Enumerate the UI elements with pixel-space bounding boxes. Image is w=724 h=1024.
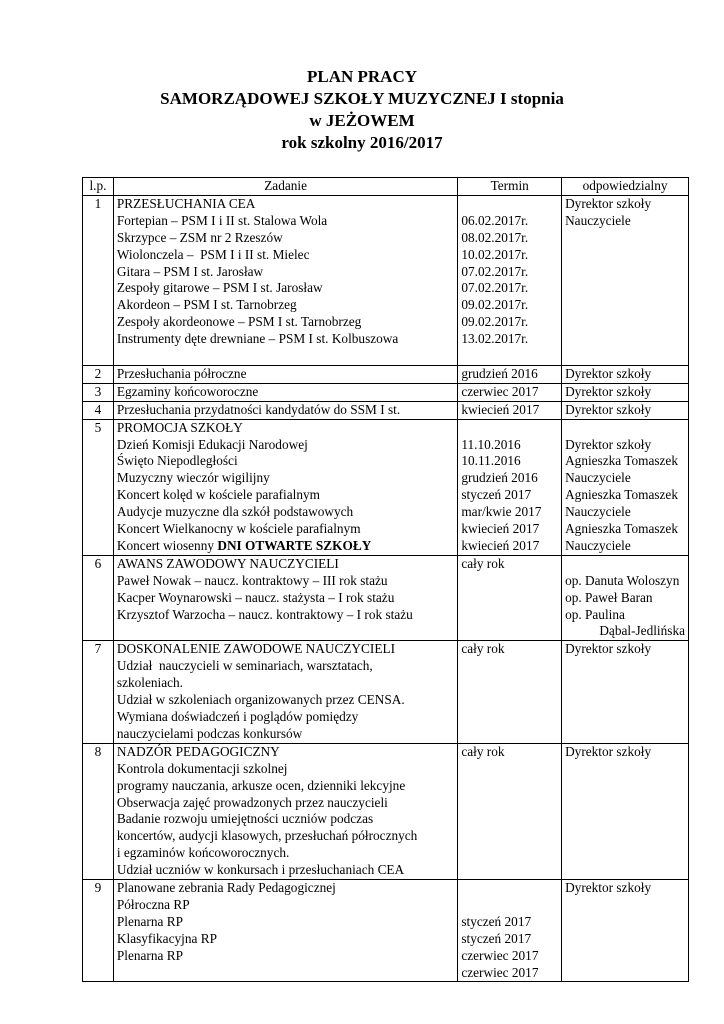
responsible-cell-line: [565, 420, 685, 437]
task-cell-line: PROMOCJA SZKOŁY: [116, 419, 243, 435]
task-cell: [113, 743, 457, 879]
task-cell-line: NADZÓR PEDAGOGICZNY: [116, 743, 280, 759]
task-cell-line: koncertów, audycji klasowych, przesłuchań półrocznych: [116, 828, 418, 844]
task-cell-line: DOSKONALENIE ZAWODOWE NAUCZYCIELI: [116, 641, 396, 657]
table-row: [83, 880, 689, 982]
task-cell-line: Plenarna RP: [116, 947, 183, 963]
task-cell-line: Udział w szkoleniach organizowanych przez CENSA.: [116, 692, 405, 708]
task-cell-line: Zespoły akordeonowe – PSM I st. Tarnobrzeg: [116, 314, 362, 330]
work-plan-table: [82, 177, 689, 982]
row-number: 9: [83, 880, 114, 982]
title-line-1: PLAN PRACY: [306, 67, 418, 86]
task-cell-line: Plenarna RP: [116, 913, 183, 929]
responsible-cell: [562, 195, 689, 365]
term-cell-line: 09.02.2017r.: [461, 314, 529, 330]
header-term: Termin: [458, 178, 562, 196]
row-number: 8: [83, 743, 114, 879]
title-line-2: SAMORZĄDOWEJ SZKOŁY MUZYCZNEJ I stopnia: [160, 89, 564, 108]
term-cell-line: cały rok: [461, 555, 505, 571]
term-cell-line: czerwiec 2017: [461, 964, 539, 980]
term-cell: [458, 743, 562, 879]
term-cell: [458, 419, 562, 555]
term-cell-line: mar/kwie 2017: [461, 504, 542, 520]
responsible-cell-line: [565, 556, 685, 573]
task-cell-line: Paweł Nowak – naucz. kontraktowy – III rok stażu: [116, 572, 388, 588]
table-row: [83, 743, 689, 879]
responsible-cell-line: op. Paulina: [565, 606, 625, 622]
task-cell-line: PRZESŁUCHANIA CEA: [116, 195, 256, 211]
responsible-cell-line: Agnieszka Tomaszek: [565, 521, 678, 537]
task-cell-line: Zespoły gitarowe – PSM I st. Jarosław: [116, 280, 323, 296]
term-cell-line: grudzień 2016: [461, 365, 538, 381]
responsible-cell-line: Agnieszka Tomaszek: [565, 453, 678, 469]
term-cell-line: cały rok: [461, 743, 505, 759]
table-row: [83, 365, 689, 383]
responsible-cell-line: Agnieszka Tomaszek: [565, 487, 678, 503]
task-cell-line: Fortepian – PSM I i II st. Stalowa Wola: [116, 212, 328, 228]
term-cell: [458, 641, 562, 743]
task-cell: [113, 641, 457, 743]
task-cell-line: i egzaminów końcoworocznych.: [116, 845, 290, 861]
term-cell-line: [461, 196, 558, 213]
responsible-cell: [562, 419, 689, 555]
responsible-cell: [562, 743, 689, 879]
term-cell-line: styczeń 2017: [461, 930, 532, 946]
term-cell-line: cały rok: [461, 641, 505, 657]
responsible-cell-line: op. Danuta Woloszyn: [565, 572, 680, 588]
table-row: [83, 401, 689, 419]
title-line-3: w JEŻOWEM: [309, 111, 415, 130]
document-title: [0, 66, 724, 154]
term-cell-line: grudzień 2016: [461, 470, 538, 486]
responsible-cell: [562, 365, 689, 383]
responsible-cell-line: Dyrektor szkoły: [565, 195, 652, 211]
task-cell-line: Przesłuchania półroczne: [116, 365, 247, 381]
task-cell-line: Udział uczniów w konkursach i przesłuchaniach CEA: [116, 862, 405, 878]
responsible-cell-line: Nauczyciele: [565, 470, 631, 486]
header-task: Zadanie: [113, 178, 457, 196]
row-number: 7: [83, 641, 114, 743]
task-cell-line: Klasyfikacyjna RP: [116, 930, 217, 946]
table-row: [83, 419, 689, 555]
row-number: 4: [83, 401, 114, 419]
task-cell-line: [117, 538, 454, 555]
table-row: [83, 383, 689, 401]
task-cell: [113, 419, 457, 555]
term-cell-line: 07.02.2017r.: [461, 263, 529, 279]
responsible-cell: [562, 555, 689, 641]
row-number: 5: [83, 419, 114, 555]
header-responsible: odpowiedzialny: [562, 178, 689, 196]
task-cell-line: Egzaminy końcoworoczne: [116, 383, 259, 399]
term-cell-line: kwiecień 2017: [461, 401, 540, 417]
task-cell-line: Przesłuchania przydatności kandydatów do SSM I st.: [116, 401, 401, 417]
responsible-cell: [562, 401, 689, 419]
task-text-bold: DNI OTWARTE SZKOŁY: [217, 537, 372, 553]
term-cell-line: 09.02.2017r.: [461, 297, 529, 313]
term-cell-line: [461, 880, 558, 897]
task-cell-line: programy nauczania, arkusze ocen, dzienniki lekcyjne: [116, 777, 406, 793]
responsible-cell-line: Nauczyciele: [565, 212, 631, 228]
responsible-cell: [562, 880, 689, 982]
table-header-row: [83, 178, 689, 196]
term-cell-line: [461, 897, 558, 914]
task-cell: [113, 555, 457, 641]
row-number: 3: [83, 383, 114, 401]
term-cell-line: 13.02.2017r.: [461, 331, 529, 347]
task-cell-line: nauczycielami podczas konkursów: [116, 725, 303, 741]
term-cell: [458, 880, 562, 982]
term-cell-line: 08.02.2017r.: [461, 229, 529, 245]
responsible-cell-line: Dyrektor szkoły: [565, 401, 652, 417]
task-cell-line: Muzyczny wieczór wigilijny: [116, 470, 270, 486]
task-cell-line: Udział nauczycieli w seminariach, warsztatach,: [116, 658, 373, 674]
term-cell-line: kwiecień 2017: [461, 537, 540, 553]
task-cell-line: Instrumenty dęte drewniane – PSM I st. Kolbuszowa: [116, 331, 399, 347]
term-cell-line: kwiecień 2017: [461, 521, 540, 537]
responsible-cell-line: Dyrektor szkoły: [565, 743, 652, 759]
task-cell-line: Krzysztof Warzocha – naucz. kontraktowy – I rok stażu: [116, 606, 413, 622]
task-text: Koncert wiosenny: [116, 537, 218, 553]
term-cell: [458, 383, 562, 401]
title-line-4: rok szkolny 2016/2017: [281, 133, 443, 152]
row-number: 6: [83, 555, 114, 641]
task-cell: [113, 195, 457, 365]
responsible-cell-line: Dyrektor szkoły: [565, 365, 652, 381]
responsible-cell-line: op. Paweł Baran: [565, 589, 653, 605]
term-cell-line: czerwiec 2017: [461, 383, 539, 399]
task-cell-line: Koncert kolęd w kościele parafialnym: [116, 487, 320, 503]
term-cell-line: czerwiec 2017: [461, 947, 539, 963]
task-cell: [113, 365, 457, 383]
term-cell-line: 07.02.2017r.: [461, 280, 529, 296]
header-lp: l.p.: [83, 178, 114, 196]
row-number: 1: [83, 195, 114, 365]
task-cell: [113, 880, 457, 982]
task-cell-line: szkoleniach.: [116, 675, 183, 691]
term-cell-line: 10.02.2017r.: [461, 246, 529, 262]
table-row: [83, 195, 689, 365]
responsible-cell-line: Dąbal-Jedlińska: [599, 623, 685, 639]
responsible-cell: [562, 383, 689, 401]
term-cell-line: [461, 420, 558, 437]
task-cell-line: Koncert Wielkanocny w kościele parafialnym: [116, 521, 361, 537]
task-cell-line: Skrzypce – ZSM nr 2 Rzeszów: [116, 229, 283, 245]
task-cell-line: Audycje muzyczne dla szkół podstawowych: [116, 504, 354, 520]
responsible-cell: [562, 641, 689, 743]
term-cell: [458, 365, 562, 383]
responsible-cell-line: Nauczyciele: [565, 537, 631, 553]
task-cell: [113, 401, 457, 419]
row-number: 2: [83, 365, 114, 383]
term-cell: [458, 195, 562, 365]
task-cell-line: Dzień Komisji Edukacji Narodowej: [116, 436, 308, 452]
task-cell: [113, 383, 457, 401]
table-row: [83, 555, 689, 641]
task-cell-line: Akordeon – PSM I st. Tarnobrzeg: [116, 297, 297, 313]
task-cell-line: Obserwacja zajęć prowadzonych przez nauczycieli: [116, 794, 388, 810]
responsible-cell-line: Dyrektor szkoły: [565, 880, 652, 896]
responsible-cell-line: Dyrektor szkoły: [565, 436, 652, 452]
term-cell-line: styczeń 2017: [461, 487, 532, 503]
task-cell-line: Kacper Woynarowski – naucz. stażysta – I rok stażu: [116, 589, 395, 605]
responsible-cell-line: Nauczyciele: [565, 504, 631, 520]
task-cell-line: AWANS ZAWODOWY NAUCZYCIELI: [116, 555, 339, 571]
task-cell-line: Półroczna RP: [116, 896, 190, 912]
term-cell: [458, 555, 562, 641]
task-cell-line: Święto Niepodległości: [116, 453, 238, 469]
term-cell-line: 06.02.2017r.: [461, 212, 529, 228]
term-cell: [458, 401, 562, 419]
task-cell-line: Badanie rozwoju umiejętności uczniów podczas: [116, 811, 374, 827]
responsible-cell-line: Dyrektor szkoły: [565, 641, 652, 657]
task-cell-line: Wymiana doświadczeń i poglądów pomiędzy: [116, 709, 359, 725]
table-row: [83, 641, 689, 743]
term-cell-line: 11.10.2016: [461, 436, 521, 452]
task-cell-line: Gitara – PSM I st. Jarosław: [116, 263, 264, 279]
table-body: [83, 195, 689, 982]
task-cell-line: Kontrola dokumentacji szkolnej: [116, 760, 288, 776]
task-cell-line: Wiolonczela – PSM I i II st. Mielec: [116, 246, 310, 262]
responsible-cell-line: Dyrektor szkoły: [565, 383, 652, 399]
term-cell-line: 10.11.2016: [461, 453, 521, 469]
task-cell-line: Planowane zebrania Rady Pedagogicznej: [116, 880, 336, 896]
term-cell-line: styczeń 2017: [461, 913, 532, 929]
